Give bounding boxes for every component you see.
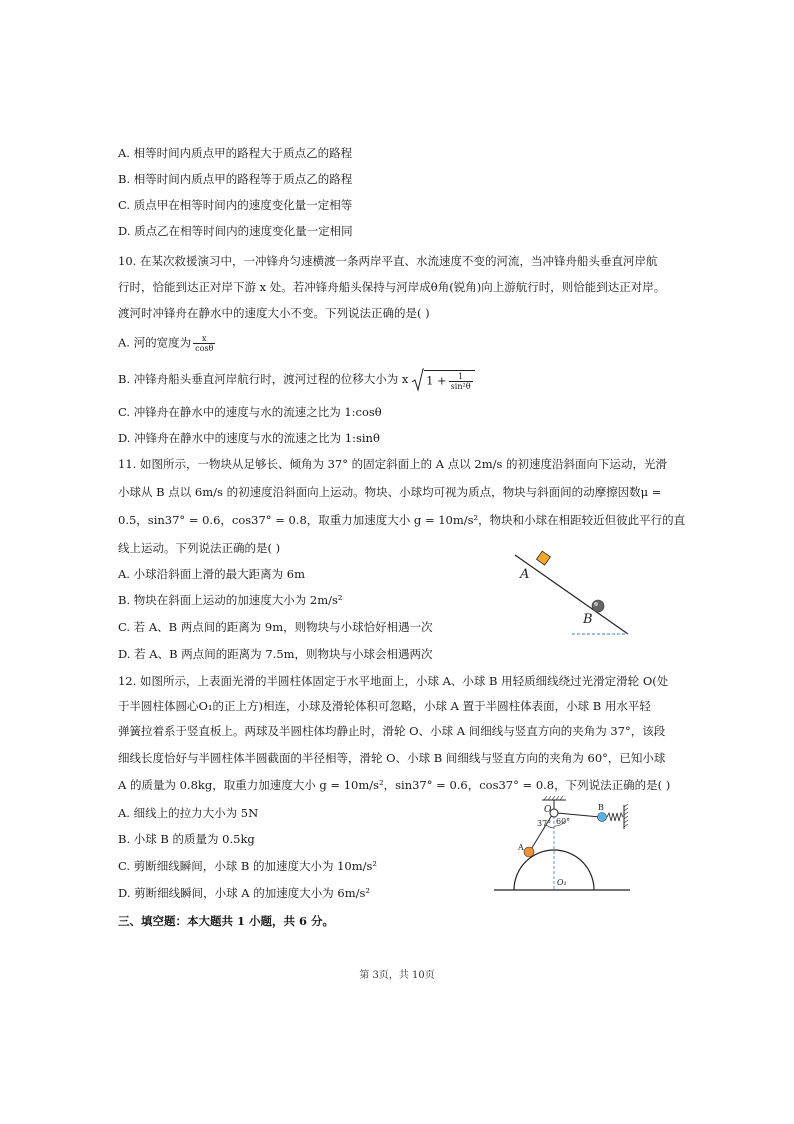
q10-option-b-denominator: sin²θ [450, 381, 471, 391]
q10-option-a [118, 334, 215, 353]
q12-option-d: D. 剪断细线瞬间，小球 A 的加速度大小为 6m/s² [118, 886, 370, 900]
incline-line [515, 555, 628, 634]
label-b: B [598, 803, 604, 812]
q12-stem-line5: A 的质量为 0.8kg，取重力加速度大小 g = 10m/s²，sin37° = 0.6，cos37° = 0.8，下列说法正确的是( ) [118, 778, 671, 792]
q12-stem-line1: 12. 如图所示，上表面光滑的半圆柱体固定于水平地面上，小球 A、小球 B 用轻质细线绕过光滑定滑轮 O(处 [118, 674, 669, 688]
ball-b-highlight [594, 602, 598, 606]
q9-option-a: A. 相等时间内质点甲的路程大于质点乙的路程 [118, 146, 353, 160]
q12-option-b: B. 小球 B 的质量为 0.5kg [118, 832, 255, 846]
q12-half-cylinder-figure [490, 796, 640, 896]
q10-stem-line3: 渡河时冲锋舟在静水中的速度大小不变。下列说法正确的是( ) [118, 306, 430, 320]
q11-option-a: A. 小球沿斜面上滑的最大距离为 6m [118, 567, 305, 581]
ball-a-icon [524, 847, 534, 857]
label-60: 60° [556, 817, 571, 826]
q10-option-b-numerator: 1 [449, 372, 473, 382]
q10-stem-line1: 10. 在某次救援演习中，一冲锋舟匀速横渡一条两岸平直、水流速度不变的河流，当冲锋舟船头垂直河岸航 [118, 254, 658, 268]
label-o1: O₁ [557, 878, 567, 887]
q10-option-a-denominator: cosθ [195, 344, 214, 353]
label-b: B [583, 612, 593, 627]
q9-option-b: B. 相等时间内质点甲的路程等于质点乙的路程 [118, 172, 353, 186]
q10-option-a-fraction [193, 334, 215, 353]
ceiling-hatch [544, 796, 563, 800]
q10-option-a-numerator: x [193, 334, 215, 344]
q11-stem-line2: 小球从 B 点以 6m/s 的初速度沿斜面向上运动。物块、小球均可视为质点，物块与斜面间的动摩擦因数μ = [118, 485, 662, 499]
q10-option-b [118, 368, 475, 392]
q11-stem-line1: 11. 如图所示，一物块从足够长、倾角为 37° 的固定斜面上的 A 点以 2m/s 的初速度沿斜面向下运动，光滑 [118, 457, 668, 471]
q11-option-d: D. 若 A、B 两点间的距离为 7.5m，则物块与小球会相遇两次 [118, 647, 433, 661]
label-a: A [518, 843, 524, 852]
q10-option-c: C. 冲锋舟在静水中的速度与水的流速之比为 1:cosθ [118, 405, 382, 419]
q10-option-a-text: A. 河的宽度为 [118, 335, 192, 350]
q11-option-b: B. 物块在斜面上运动的加速度大小为 2m/s² [118, 593, 343, 607]
q9-option-d: D. 质点乙在相等时间内的速度变化量一定相同 [118, 224, 353, 238]
ball-b-icon [592, 600, 604, 612]
label-o: O [544, 805, 552, 815]
section-3-heading: 三、填空题：本大题共 1 小题，共 6 分。 [118, 914, 335, 928]
label-37: 37° [537, 819, 552, 828]
block-a-icon [536, 551, 550, 565]
q12-stem-line3: 弹簧拉着系于竖直板上。两球及半圆柱体均静止时，滑轮 O、小球 A 间细线与竖直方向的夹角为 37°，该段 [118, 724, 666, 738]
ball-b-icon [598, 813, 607, 822]
q11-incline-figure [510, 550, 635, 640]
q10-option-d: D. 冲锋舟在静水中的速度与水的流速之比为 1:sinθ [118, 431, 380, 445]
sqrt-sign-icon [412, 368, 424, 392]
q11-option-c: C. 若 A、B 两点间的距离为 9m，则物块与小球恰好相遇一次 [118, 620, 433, 634]
q9-option-c: C. 质点甲在相等时间内的速度变化量一定相等 [118, 198, 353, 212]
q12-stem-line4: 细线长度恰好与半圆柱体半圆截面的半径相等，滑轮 O、小球 B 间细线与竖直方向的夹角为 60°，已知小球 [118, 751, 666, 765]
q11-stem-line3: 0.5，sin37° = 0.6，cos37° = 0.8，取重力加速度大小 g = 10m/s²，物块和小球在相距较近但彼此平行的直 [118, 513, 686, 527]
spring-icon [607, 813, 623, 821]
q11-stem-line4: 线上运动。下列说法正确的是( ) [118, 541, 281, 555]
q10-option-b-inner: 1 + [426, 373, 447, 387]
wall-hatch [624, 804, 628, 827]
q12-option-a: A. 细线上的拉力大小为 5N [118, 806, 259, 820]
label-a: A [520, 567, 530, 582]
q10-option-b-sqrt [412, 368, 474, 392]
q10-stem-line2: 行时，恰能到达正对岸下游 x 处。若冲锋舟船头保持与河岸成θ角(锐角)向上游航行时，则恰能到达正对岸。 [118, 280, 666, 294]
page-footer: 第 3页，共 10页 [359, 970, 435, 981]
q10-option-b-fraction [449, 372, 473, 391]
q12-stem-line2: 于半圆柱体圆心O₁的正上方)相连，小球及滑轮体积可忽略，小球 A 置于半圆柱体表面，小球 B 用水平轻 [118, 699, 651, 713]
q10-option-b-text: B. 冲锋舟船头垂直河岸航行时，渡河过程的位移大小为 x [118, 372, 409, 386]
q12-option-c: C. 剪断细线瞬间，小球 B 的加速度大小为 10m/s² [118, 859, 378, 873]
